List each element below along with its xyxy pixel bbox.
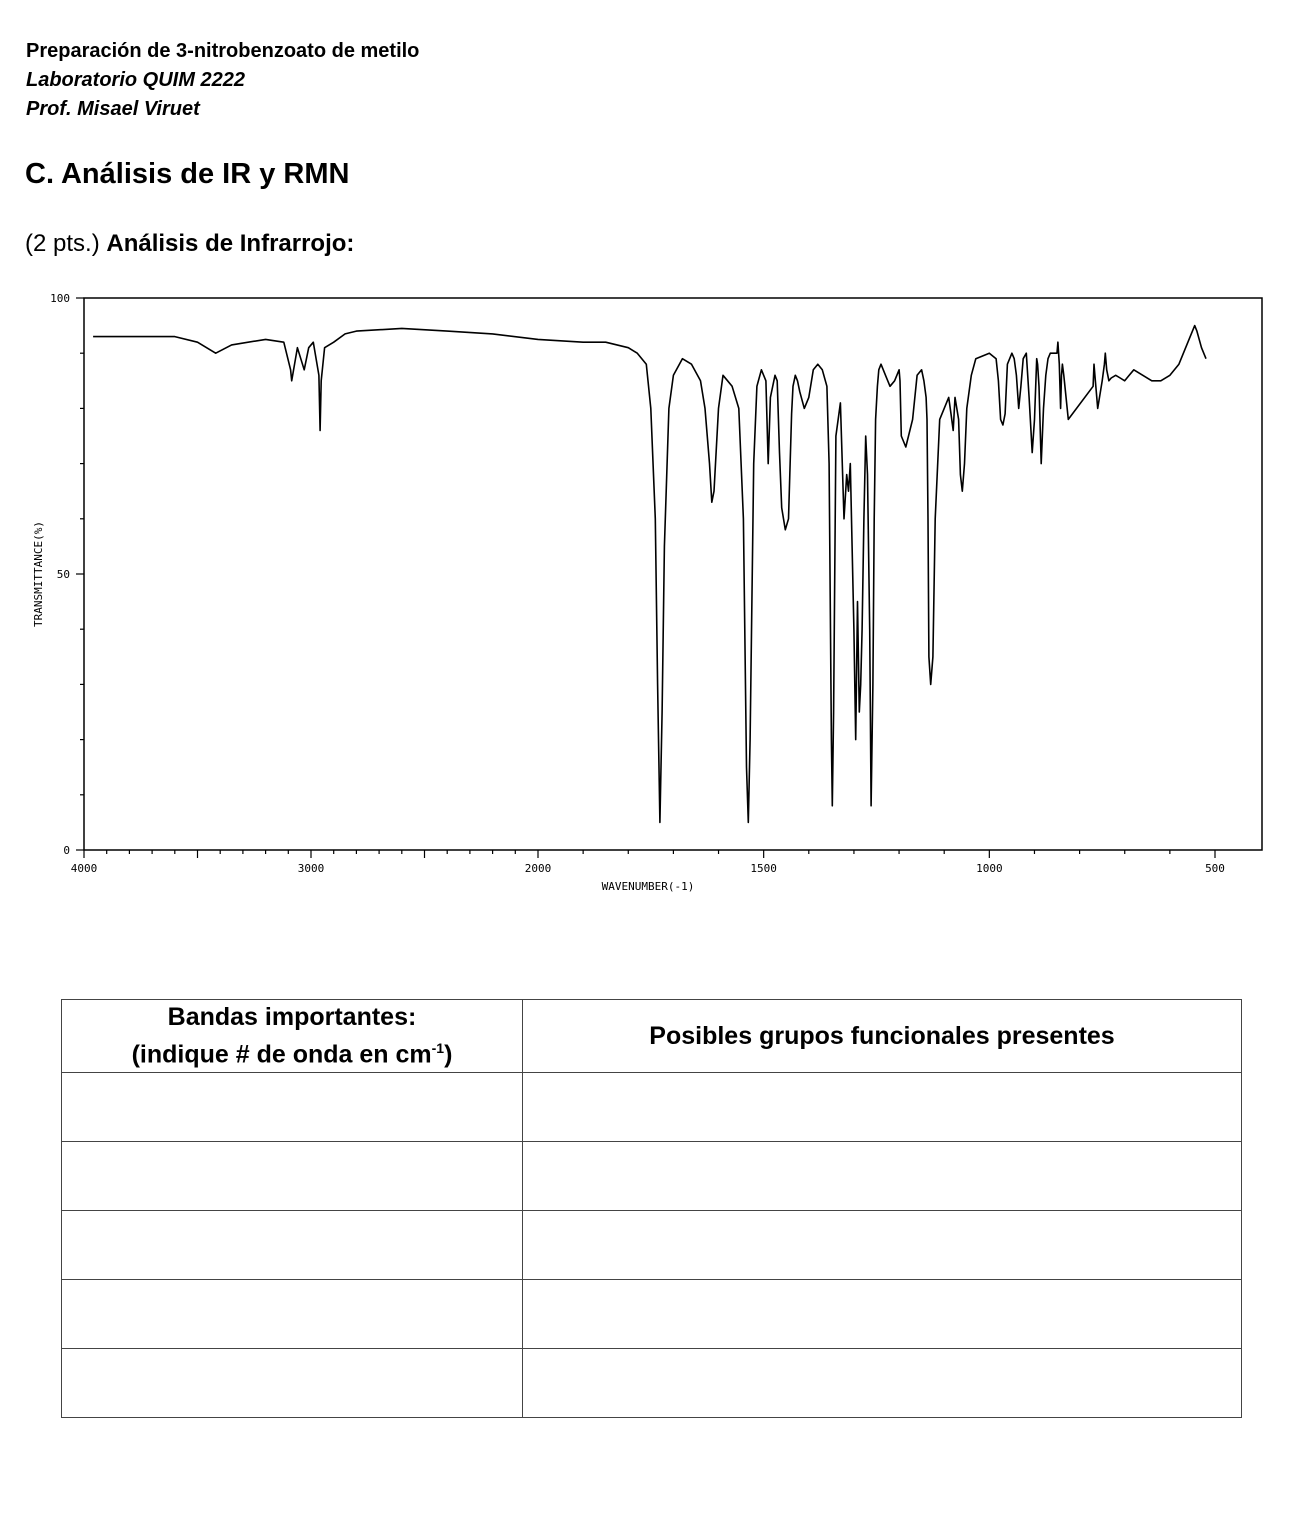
table-row — [62, 1142, 1242, 1211]
bands-header-sup: -1 — [431, 1039, 445, 1056]
table-row — [62, 1211, 1242, 1280]
y-axis — [50, 292, 84, 857]
section-title: C. Análisis de IR y RMN — [25, 158, 350, 190]
x-axis — [71, 850, 1225, 875]
band-cell[interactable] — [62, 1349, 523, 1418]
x-tick-label: 500 — [1205, 862, 1225, 875]
y-tick-label: 100 — [50, 292, 70, 305]
professor-name: Prof. Misael Viruet — [26, 98, 200, 120]
x-tick-label: 3000 — [297, 862, 325, 875]
ir-spectrum-chart — [0, 280, 1290, 900]
bands-header-line2: (indique # de onda en cm — [131, 1040, 432, 1069]
band-cell[interactable] — [62, 1280, 523, 1349]
x-tick-label: 2000 — [524, 862, 552, 875]
points-label: (2 pts.) — [25, 230, 100, 257]
y-tick-label: 0 — [63, 844, 70, 857]
group-cell[interactable] — [523, 1142, 1242, 1211]
bands-column-header — [62, 1000, 523, 1073]
spectrum-line — [93, 326, 1206, 823]
band-cell[interactable] — [62, 1142, 523, 1211]
x-axis-label: WAVENUMBER(-1) — [601, 880, 695, 893]
ir-subsection-heading — [25, 230, 354, 258]
bands-header-close: ) — [444, 1040, 453, 1069]
x-tick-label: 1500 — [750, 862, 777, 875]
x-tick-label: 4000 — [70, 862, 98, 875]
band-cell[interactable] — [62, 1073, 523, 1142]
course-name: Laboratorio QUIM 2222 — [26, 69, 245, 91]
bands-header-line1: Bandas importantes: — [167, 1002, 417, 1031]
table-row — [62, 1073, 1242, 1142]
band-cell[interactable] — [62, 1211, 523, 1280]
subsection-label: Análisis de Infrarrojo: — [106, 230, 355, 257]
table-row — [62, 1349, 1242, 1418]
group-cell[interactable] — [523, 1280, 1242, 1349]
bands-table — [61, 999, 1242, 1418]
table-header-row — [62, 1000, 1242, 1073]
table-row — [62, 1280, 1242, 1349]
group-cell[interactable] — [523, 1073, 1242, 1142]
y-tick-label: 50 — [56, 568, 70, 581]
functional-groups-column-header: Posibles grupos funcionales presentes — [523, 1000, 1242, 1073]
document-title: Preparación de 3-nitrobenzoato de metilo — [26, 40, 420, 62]
group-cell[interactable] — [523, 1211, 1242, 1280]
x-tick-label: 1000 — [976, 862, 1003, 875]
y-axis-label: TRANSMITTANCE(%) — [32, 521, 45, 627]
group-cell[interactable] — [523, 1349, 1242, 1418]
